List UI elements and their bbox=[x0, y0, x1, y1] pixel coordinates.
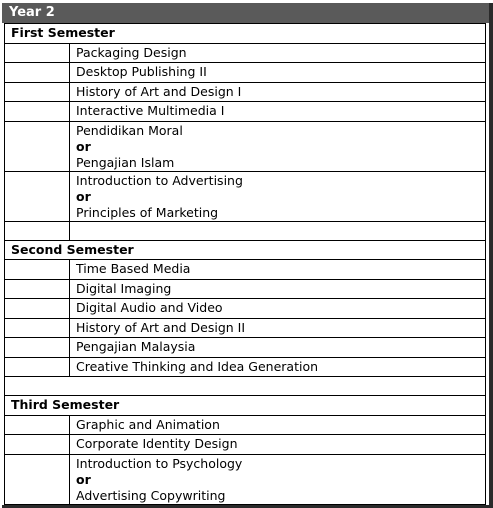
course-name-cell bbox=[70, 435, 486, 455]
course-name: History of Art and Design II bbox=[76, 319, 246, 335]
course-row bbox=[5, 279, 486, 299]
course-name-cell bbox=[70, 299, 486, 319]
curriculum-table bbox=[4, 23, 486, 505]
course-code-cell bbox=[5, 279, 70, 299]
course-name-cell bbox=[70, 63, 486, 83]
course-name-cell bbox=[70, 82, 486, 102]
frame-shadow bbox=[489, 3, 493, 508]
or-connector: or bbox=[76, 138, 91, 154]
course-code-cell bbox=[5, 338, 70, 358]
course-code-cell bbox=[5, 318, 70, 338]
or-connector: or bbox=[76, 471, 91, 487]
course-row bbox=[5, 63, 486, 83]
course-row bbox=[5, 299, 486, 319]
course-name: Desktop Publishing II bbox=[76, 64, 207, 79]
course-name-cell bbox=[70, 171, 486, 221]
course-name: Pengajian Islam bbox=[76, 154, 175, 170]
course-code-cell bbox=[5, 454, 70, 504]
semester-header-row bbox=[5, 240, 486, 260]
course-code-cell bbox=[5, 435, 70, 455]
spacer-cell bbox=[5, 377, 486, 396]
course-row bbox=[5, 435, 486, 455]
course-code-cell bbox=[5, 221, 70, 240]
semester-title: Third Semester bbox=[5, 396, 486, 416]
course-code-cell bbox=[5, 43, 70, 63]
course-row bbox=[5, 171, 486, 221]
course-name-cell bbox=[70, 102, 486, 122]
course-code-cell bbox=[5, 415, 70, 435]
course-code-cell bbox=[5, 357, 70, 377]
course-code-cell bbox=[5, 260, 70, 280]
course-name-cell bbox=[70, 338, 486, 358]
semester-title: First Semester bbox=[5, 24, 486, 44]
course-name-cell bbox=[70, 357, 486, 377]
course-name-cell bbox=[70, 221, 486, 240]
course-name: Digital Imaging bbox=[76, 280, 172, 296]
semester-title: Second Semester bbox=[5, 240, 486, 260]
course-name-cell bbox=[70, 318, 486, 338]
course-name-cell bbox=[70, 260, 486, 280]
year-header: Year 2 bbox=[2, 3, 489, 23]
course-row bbox=[5, 318, 486, 338]
course-name: Corporate Identity Design bbox=[76, 436, 238, 451]
or-connector: or bbox=[76, 188, 91, 204]
course-name: Introduction to Psychology bbox=[76, 455, 243, 471]
course-row bbox=[5, 82, 486, 102]
course-name-cell bbox=[70, 279, 486, 299]
course-code-cell bbox=[5, 299, 70, 319]
course-row bbox=[5, 121, 486, 171]
course-name-cell bbox=[70, 415, 486, 435]
course-row bbox=[5, 357, 486, 377]
course-code-cell bbox=[5, 171, 70, 221]
course-row bbox=[5, 43, 486, 63]
course-code-cell bbox=[5, 102, 70, 122]
course-name: History of Art and Design I bbox=[76, 83, 242, 99]
course-name: Principles of Marketing bbox=[76, 204, 219, 220]
spacer-row bbox=[5, 221, 486, 240]
course-row bbox=[5, 260, 486, 280]
course-name: Pendidikan Moral bbox=[76, 122, 183, 138]
course-name: Introduction to Advertising bbox=[76, 172, 243, 188]
course-code-cell bbox=[5, 121, 70, 171]
semester-header-row bbox=[5, 24, 486, 44]
course-name: Pengajian Malaysia bbox=[76, 339, 196, 354]
course-name: Creative Thinking and Idea Generation bbox=[76, 358, 319, 374]
course-name: Digital Audio and Video bbox=[76, 300, 223, 315]
course-name: Interactive Multimedia I bbox=[76, 103, 225, 118]
course-name-cell bbox=[70, 121, 486, 171]
course-code-cell bbox=[5, 63, 70, 83]
course-name: Graphic and Animation bbox=[76, 416, 220, 432]
semester-header-row bbox=[5, 396, 486, 416]
course-name-cell bbox=[70, 454, 486, 504]
course-name: Time Based Media bbox=[76, 261, 191, 276]
course-row bbox=[5, 102, 486, 122]
course-name-cell bbox=[70, 43, 486, 63]
course-row bbox=[5, 415, 486, 435]
course-name: Advertising Copywriting bbox=[76, 487, 226, 503]
spacer-row bbox=[5, 377, 486, 396]
course-row bbox=[5, 454, 486, 504]
course-name: Packaging Design bbox=[76, 44, 187, 60]
course-code-cell bbox=[5, 82, 70, 102]
course-row bbox=[5, 338, 486, 358]
